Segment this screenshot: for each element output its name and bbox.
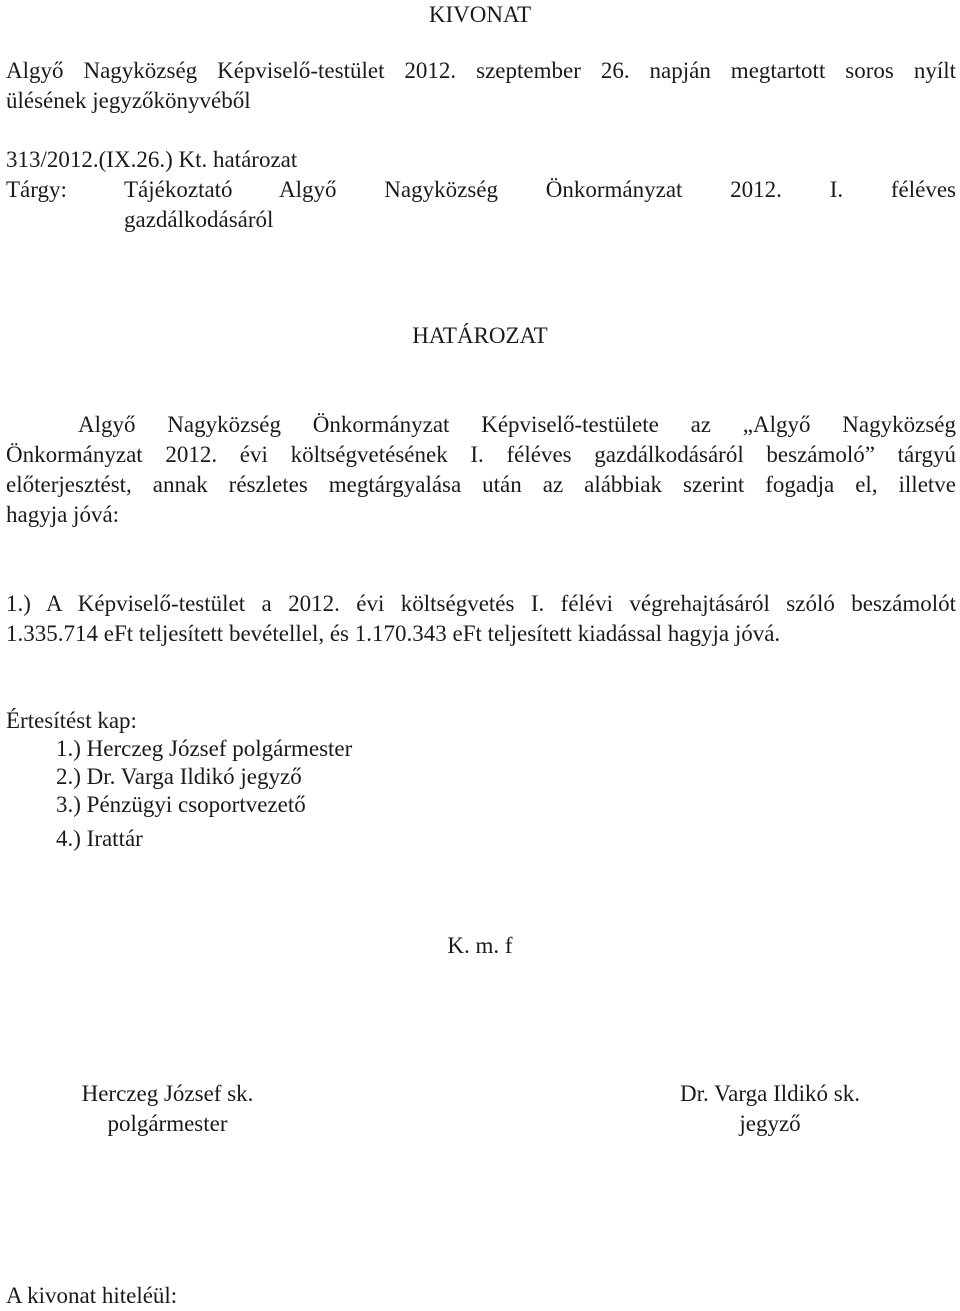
document-title: KIVONAT	[428, 2, 532, 27]
signature-left	[30, 1079, 305, 1139]
signature-left-role: polgármester	[107, 1111, 228, 1136]
subject-text	[124, 175, 956, 235]
list-item: 2.) Dr. Varga Ildikó jegyző	[56, 764, 302, 789]
signature-left-name: Herczeg József sk.	[81, 1081, 254, 1106]
list-item: 4.) Irattár	[56, 826, 143, 851]
intro-line-1: Algyő Nagyközség Képviselő-testület 2012. szeptember 26. napján megtartott soros nyílt	[6, 58, 956, 83]
resolution-line-1: Algyő Nagyközség Önkormányzat Képviselő-testülete az „Algyő Nagyközség	[78, 412, 956, 437]
resolution-line-3: előterjesztést, annak részletes megtárgyalása után az alábbiak szerint fogadja el, illetve	[6, 472, 956, 497]
notify-label: Értesítést kap:	[6, 708, 137, 733]
list-item: 1.) Herczeg József polgármester	[56, 736, 353, 761]
point-1	[6, 589, 956, 649]
subject-label: Tárgy:	[6, 177, 67, 202]
subject	[6, 175, 956, 235]
point-1-line-1: 1.) A Képviselő-testület a 2012. évi költségvetés I. félévi végrehajtásáról szóló beszámolót	[6, 591, 956, 616]
subject-line-1: Tájékoztató Algyő Nagyközség Önkormányzat 2012. I. féléves	[124, 177, 956, 202]
resolution-heading: HATÁROZAT	[412, 323, 548, 348]
resolution-text	[6, 410, 956, 530]
kmf-mark: K. m. f	[447, 933, 513, 958]
decision-number: 313/2012.(IX.26.) Kt. határozat	[6, 147, 298, 172]
signature-right	[630, 1079, 910, 1139]
footer-attestation: A kivonat hiteléül:	[6, 1283, 178, 1308]
intro-text	[6, 56, 956, 116]
resolution-line-2: Önkormányzat 2012. évi költségvetésének I. féléves gazdálkodásáról beszámoló” tárgyú	[6, 442, 956, 467]
resolution-line-4: hagyja jóvá:	[6, 502, 120, 527]
list-item: 3.) Pénzügyi csoportvezető	[56, 792, 306, 817]
signature-right-name: Dr. Varga Ildikó sk.	[680, 1081, 860, 1106]
signature-right-role: jegyző	[739, 1111, 801, 1136]
point-1-line-2: 1.335.714 eFt teljesített bevétellel, és 1.170.343 eFt teljesített kiadással hagyja jóvá.	[6, 621, 781, 646]
subject-line-2: gazdálkodásáról	[124, 207, 274, 232]
notify-list	[56, 734, 656, 852]
intro-line-2: ülésének jegyzőkönyvéből	[6, 88, 251, 113]
